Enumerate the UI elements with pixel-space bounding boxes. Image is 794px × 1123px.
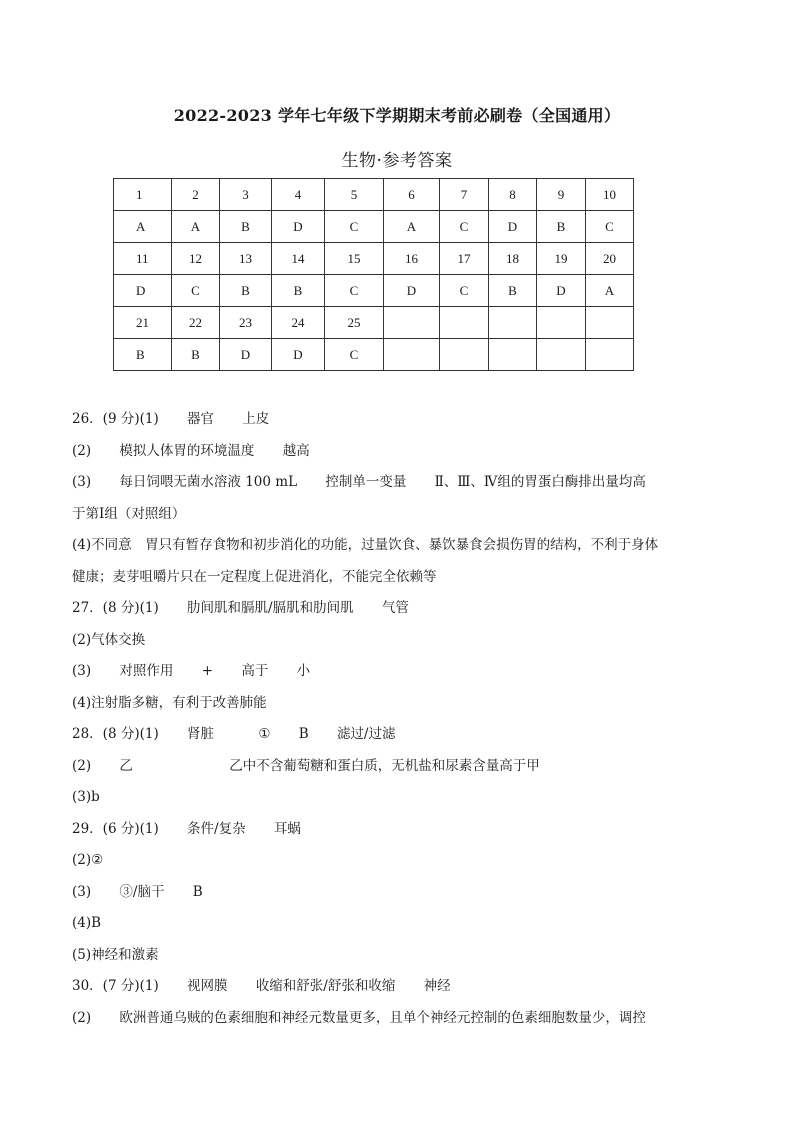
q27-head: 27．(8 分)(1) [72, 600, 159, 616]
answer-table-cell: 7 [440, 179, 489, 211]
answer-table-cell [440, 339, 489, 371]
q28-part-label: (2) [72, 757, 92, 774]
q26-answer: Ⅱ、Ⅲ、Ⅳ组的胃蛋白酶排出量均高 [434, 474, 646, 490]
answer-table-cell: 25 [325, 307, 384, 339]
q27-answer: 对照作用 [119, 663, 174, 679]
answer-table-cell [489, 339, 537, 371]
answer-table-cell: C [325, 211, 384, 243]
answer-table-row [114, 243, 634, 275]
q29-answer: B [192, 883, 203, 900]
answer-table-cell: B [220, 211, 272, 243]
answer-table-cell [537, 307, 586, 339]
q28-answer: (3)b [72, 789, 100, 805]
q28-line-3 [72, 782, 692, 814]
answer-table-cell: 16 [384, 243, 440, 275]
answer-table-cell [489, 307, 537, 339]
q26-part-label: (2) [72, 442, 92, 459]
q27-line-3 [72, 656, 692, 688]
q30-line-2 [72, 1003, 692, 1035]
answer-table-cell: A [114, 211, 172, 243]
answer-table-cell: C [440, 211, 489, 243]
q26-line-6 [72, 562, 692, 594]
q26-answer: 上皮 [242, 411, 270, 427]
answer-table-cell [384, 307, 440, 339]
q26-answer: 控制单一变量 [325, 474, 407, 490]
answer-table-cell: C [325, 339, 384, 371]
q29-head: 29．(6 分)(1) [72, 820, 159, 837]
q26-answer: (4)不同意 胃只有暂存食物和初步消化的功能，过量饮食、暴饮暴食会损伤胃的结构，不利于身体 [72, 537, 659, 553]
q27-answer: 小 [296, 663, 311, 679]
q26-line-2 [72, 436, 692, 468]
answer-table-cell: 13 [220, 243, 272, 275]
q29-line-4 [72, 908, 692, 940]
q26-answer: 模拟人体胃的环境温度 [119, 442, 255, 459]
answer-table-cell: D [114, 275, 172, 307]
q26-answer: 器官 [187, 411, 215, 427]
q29-answer: ③/脑干 [119, 883, 165, 900]
q26-line-3 [72, 467, 692, 499]
q27-answer: + [201, 663, 214, 679]
answer-table [113, 178, 634, 371]
q27-answer: (2)气体交换 [72, 631, 146, 648]
q29-answer: (5)神经和激素 [72, 946, 159, 963]
q28-answer: 滤过/过滤 [336, 726, 396, 742]
answer-table-row [114, 179, 634, 211]
q28-head: 28．(8 分)(1) [72, 726, 159, 742]
q26-head: 26．(9 分)(1) [72, 411, 159, 427]
q27-line-1 [72, 593, 692, 625]
answer-table-cell: C [586, 211, 634, 243]
answer-table-cell: 4 [272, 179, 325, 211]
answer-table-cell: 10 [586, 179, 634, 211]
q28-answer: 肾脏 [187, 726, 215, 742]
q30-line-1 [72, 971, 692, 1003]
answer-table-cell: A [586, 275, 634, 307]
q27-line-4 [72, 688, 692, 720]
answer-table-cell: A [172, 211, 220, 243]
q28-line-1 [72, 719, 692, 751]
q27-line-2 [72, 625, 692, 657]
page-subtitle: 生物·参考答案 [341, 151, 453, 171]
q28-answer: B [298, 726, 309, 742]
answer-table-cell: 12 [172, 243, 220, 275]
answer-table-row [114, 275, 634, 307]
q29-line-1 [72, 814, 692, 846]
q29-line-3 [72, 877, 692, 909]
answer-table-cell: D [384, 275, 440, 307]
answer-table-cell: 23 [220, 307, 272, 339]
answer-table-cell: 3 [220, 179, 272, 211]
answer-table-cell: 24 [272, 307, 325, 339]
q29-answer: 条件/复杂 [187, 820, 246, 837]
q28-line-2 [72, 751, 692, 783]
q26-answer: 每日饲喂无菌水溶液 100 mL [119, 474, 298, 490]
answer-table-cell: 5 [325, 179, 384, 211]
q30-answer: 神经 [423, 978, 451, 994]
answer-table-cell: 20 [586, 243, 634, 275]
answer-table-cell: 15 [325, 243, 384, 275]
answer-table-cell: 17 [440, 243, 489, 275]
q29-part-label: (3) [72, 883, 92, 900]
q30-answer: 欧洲普通乌贼的色素细胞和神经元数量更多，且单个神经元控制的色素细胞数量少，调控 [119, 1009, 646, 1026]
answer-table-cell: B [489, 275, 537, 307]
q29-line-2 [72, 845, 692, 877]
q30-part-label: (2) [72, 1009, 92, 1026]
answer-table-cell: 9 [537, 179, 586, 211]
answer-table-cell: B [172, 339, 220, 371]
answer-table-row [114, 211, 634, 243]
answer-table-row [114, 307, 634, 339]
answer-table-cell: 2 [172, 179, 220, 211]
q27-answer: 肋间肌和膈肌/膈肌和肋间肌 [187, 600, 354, 616]
answer-table-cell: B [537, 211, 586, 243]
answer-table-cell [586, 339, 634, 371]
answer-table-cell: D [272, 211, 325, 243]
answer-table-cell: D [489, 211, 537, 243]
q26-line-5 [72, 530, 692, 562]
answer-table-cell: B [272, 275, 325, 307]
q30-head: 30．(7 分)(1) [72, 978, 159, 994]
q26-line-4 [72, 499, 692, 531]
answer-table-cell: D [220, 339, 272, 371]
q28-answer: 乙中不含葡萄糖和蛋白质，无机盐和尿素含量高于甲 [229, 757, 540, 774]
q27-part-label: (3) [72, 663, 92, 679]
q27-answer: (4)注射脂多糖，有利于改善肺能 [72, 694, 267, 711]
answer-table-cell: D [272, 339, 325, 371]
q26-answer: 于第Ⅰ组（对照组） [72, 505, 186, 522]
answer-table-cell: 1 [114, 179, 172, 211]
answer-body [72, 404, 692, 1034]
answer-table-cell [440, 307, 489, 339]
q27-answer: 高于 [241, 663, 269, 679]
answer-table-cell: B [114, 339, 172, 371]
answer-table-row [114, 339, 634, 371]
answer-table-cell [384, 339, 440, 371]
answer-table-cell [537, 339, 586, 371]
answer-table-cell: D [537, 275, 586, 307]
answer-table-cell: C [172, 275, 220, 307]
answer-table-cell: C [440, 275, 489, 307]
answer-table-cell: B [220, 275, 272, 307]
q28-answer: 乙 [119, 757, 133, 774]
answer-table-cell: A [384, 211, 440, 243]
answer-table-cell: 18 [489, 243, 537, 275]
answer-table-cell: 14 [272, 243, 325, 275]
q30-answer: 视网膜 [187, 978, 228, 994]
q29-answer: (2)② [72, 852, 104, 868]
answer-table-cell: 8 [489, 179, 537, 211]
q30-answer: 收缩和舒张/舒张和收缩 [255, 978, 396, 994]
q29-line-5 [72, 940, 692, 972]
answer-table-cell: 21 [114, 307, 172, 339]
q26-part-label: (3) [72, 474, 92, 490]
answer-table-cell: 6 [384, 179, 440, 211]
q28-answer: ① [258, 726, 271, 742]
q26-answer: 越高 [282, 442, 310, 459]
answer-table-cell: 11 [114, 243, 172, 275]
answer-table-cell: 19 [537, 243, 586, 275]
answer-table-cell [586, 307, 634, 339]
answer-table-cell: 22 [172, 307, 220, 339]
q26-answer: 健康；麦芽咀嚼片只在一定程度上促进消化，不能完全依赖等 [72, 568, 437, 585]
q29-answer: 耳蜗 [273, 820, 301, 837]
answer-table-cell: C [325, 275, 384, 307]
q26-line-1 [72, 404, 692, 436]
q29-answer: (4)B [72, 915, 102, 931]
q27-answer: 气管 [381, 600, 409, 616]
page-title: 2022-2023 学年七年级下学期期末考前必刷卷（全国通用） [173, 106, 621, 125]
